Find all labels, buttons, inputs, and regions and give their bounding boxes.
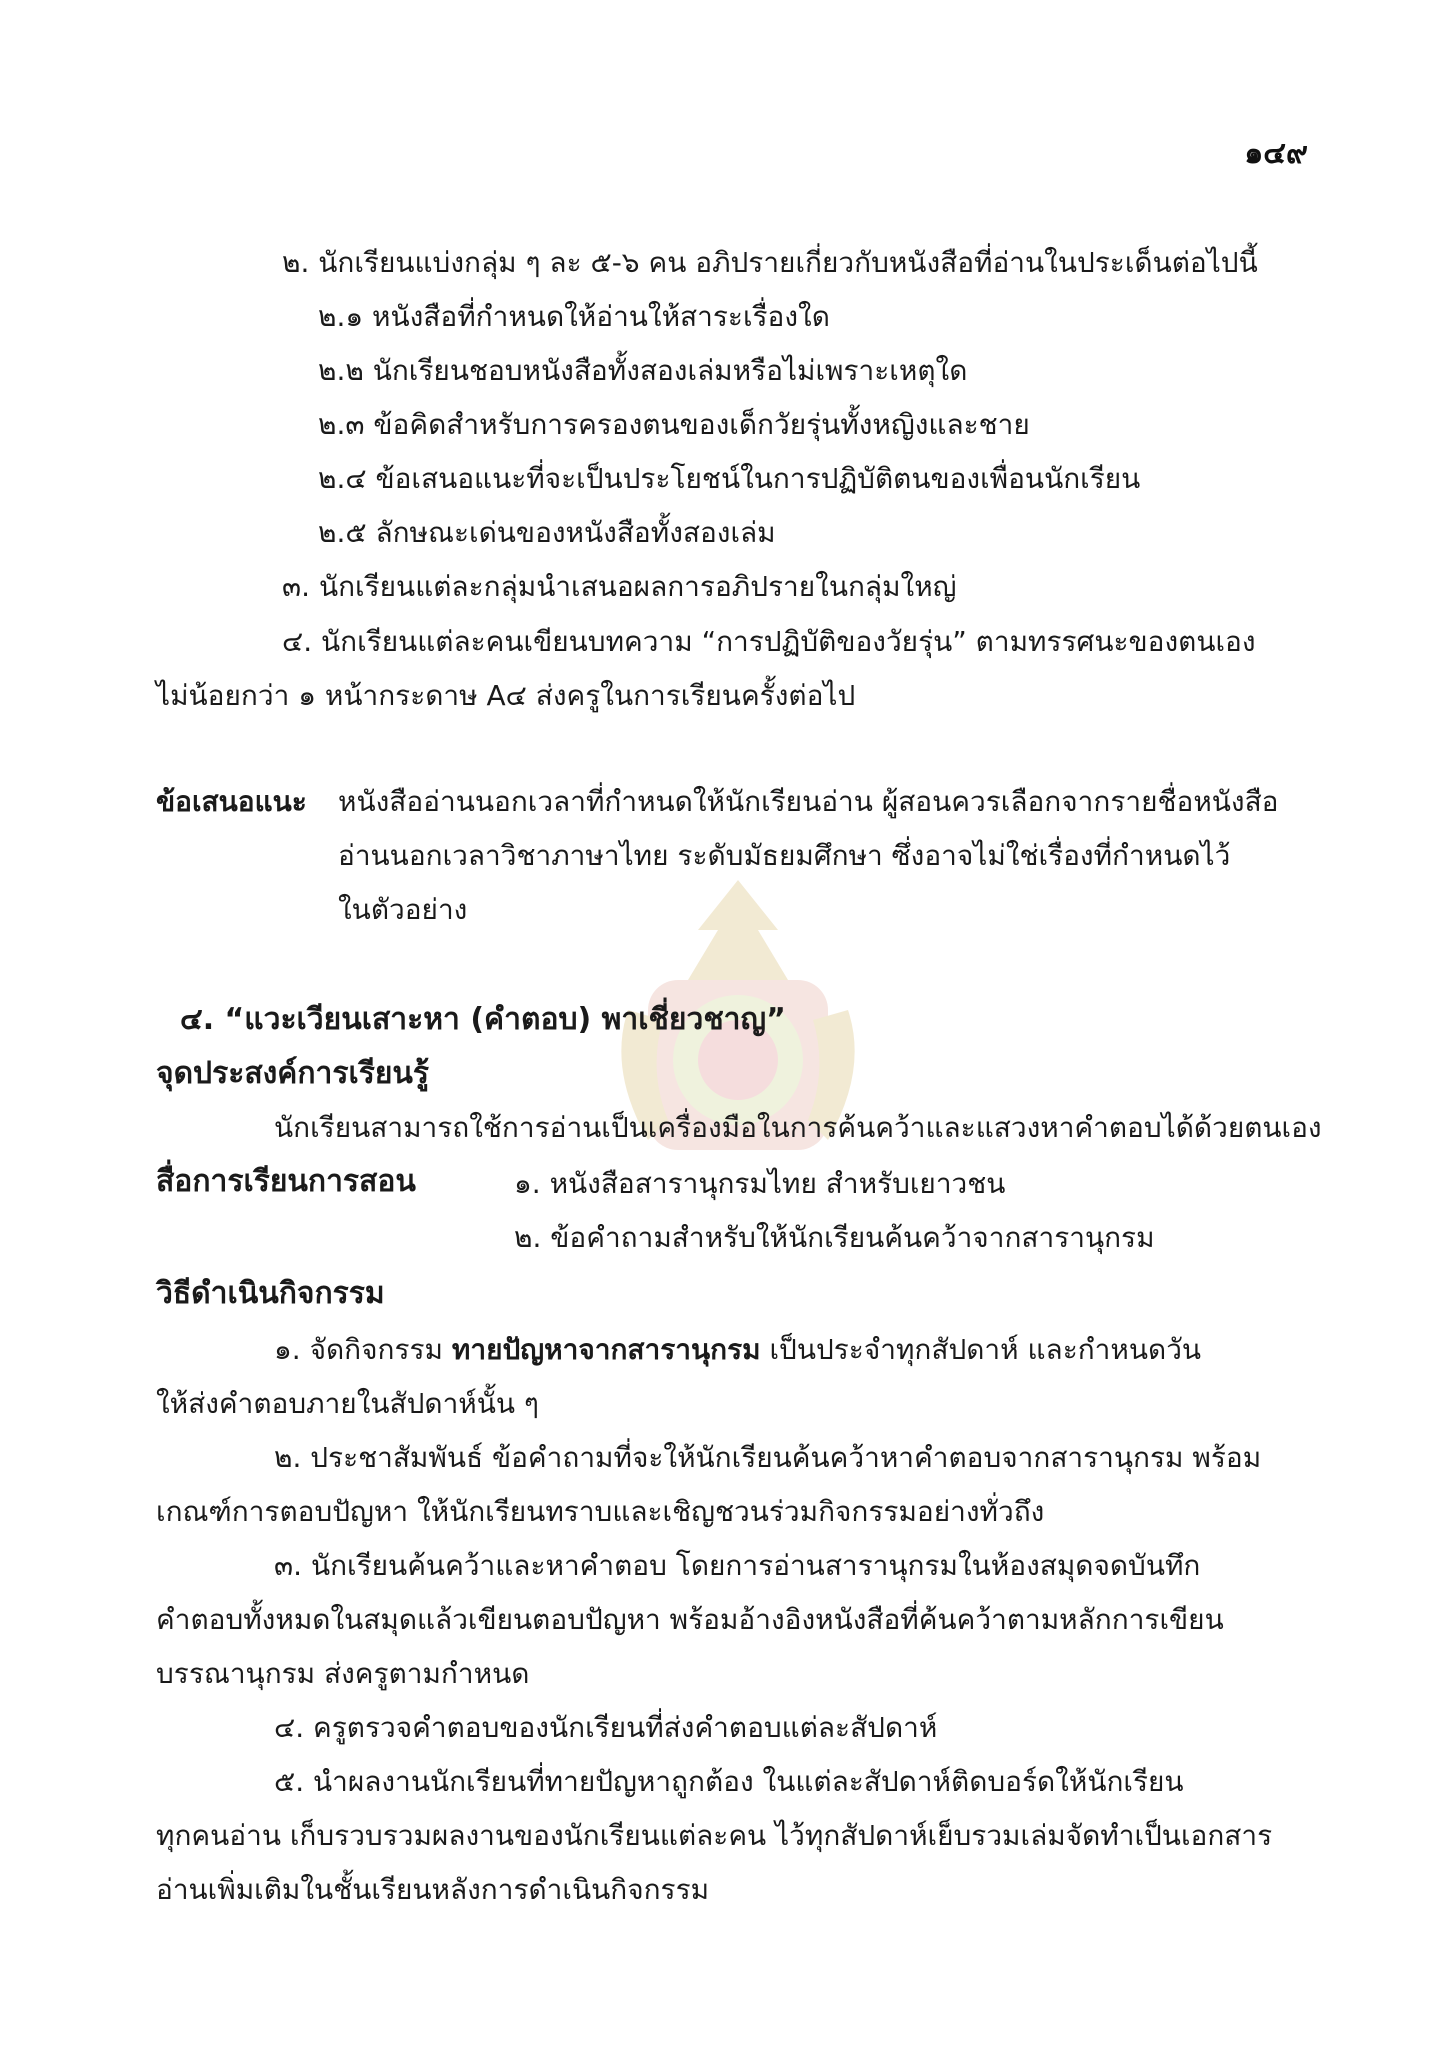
step-3: ๓. นักเรียนค้นคว้าและหาคำตอบ โดยการอ่านสารานุกรมในห้องสมุดจดบันทึก [274, 1549, 1201, 1582]
step-4: ๔. ครูตรวจคำตอบของนักเรียนที่ส่งคำตอบแต่ละสัปดาห์ [274, 1711, 938, 1744]
suggestion-text: อ่านนอกเวลาวิชาภาษาไทย ระดับมัธยมศึกษา ซึ่งอาจไม่ใช่เรื่องที่กำหนดไว้ [338, 839, 1231, 872]
step-3-continuation: บรรณานุกรม ส่งครูตามกำหนด [156, 1657, 530, 1690]
list-item: ๒.๒ นักเรียนชอบหนังสือทั้งสองเล่มหรือไม่เพราะเหตุใด [318, 354, 968, 387]
suggestion-text: หนังสืออ่านนอกเวลาที่กำหนดให้นักเรียนอ่าน ผู้สอนควรเลือกจากรายชื่อหนังสือ [338, 785, 1279, 818]
list-item: ๔. นักเรียนแต่ละคนเขียนบทความ “การปฏิบัติของวัยรุ่น” ตามทรรศนะของตนเอง [282, 625, 1256, 658]
activity-title: ๔. “แวะเวียนเสาะหา (คำตอบ) พาเชี่ยวชาญ” [180, 1002, 786, 1037]
media-heading: สื่อการเรียนการสอน [156, 1164, 416, 1199]
list-item: ๒.๕ ลักษณะเด่นของหนังสือทั้งสองเล่ม [318, 516, 776, 549]
step-3-continuation: คำตอบทั้งหมดในสมุดแล้วเขียนตอบปัญหา พร้อมอ้างอิงหนังสือที่ค้นคว้าตามหลักการเขียน [156, 1603, 1224, 1636]
list-item-continuation: ไม่น้อยกว่า ๑ หน้ากระดาษ A๔ ส่งครูในการเรียนครั้งต่อไป [156, 679, 856, 712]
list-item: ๒. นักเรียนแบ่งกลุ่ม ๆ ละ ๕-๖ คน อภิปรายเกี่ยวกับหนังสือที่อ่านในประเด็นต่อไปนี้ [282, 246, 1258, 279]
list-item: ๒.๓ ข้อคิดสำหรับการครองตนของเด็กวัยรุ่นทั้งหญิงและชาย [318, 408, 1030, 441]
procedure-heading: วิธีดำเนินกิจกรรม [156, 1276, 385, 1311]
step-5-continuation: อ่านเพิ่มเติมในชั้นเรียนหลังการดำเนินกิจกรรม [156, 1873, 710, 1906]
suggestion-label: ข้อเสนอแนะ [156, 785, 307, 818]
media-item: ๑. หนังสือสารานุกรมไทย สำหรับเยาวชน [514, 1167, 1006, 1200]
step-1 [274, 1330, 1308, 1370]
step-1-suffix: เป็นประจำทุกสัปดาห์ และกำหนดวัน [769, 1333, 1202, 1366]
step-1-bold: ทายปัญหาจากสารานุกรม [451, 1333, 761, 1366]
media-item: ๒. ข้อคำถามสำหรับให้นักเรียนค้นคว้าจากสารานุกรม [514, 1221, 1155, 1254]
step-2: ๒. ประชาสัมพันธ์ ข้อคำถามที่จะให้นักเรียนค้นคว้าหาคำตอบจากสารานุกรม พร้อม [274, 1441, 1262, 1474]
step-5: ๕. นำผลงานนักเรียนที่ทายปัญหาถูกต้อง ในแต่ละสัปดาห์ติดบอร์ดให้นักเรียน [274, 1765, 1184, 1798]
list-item: ๒.๔ ข้อเสนอแนะที่จะเป็นประโยชน์ในการปฏิบัติตนของเพื่อนนักเรียน [318, 462, 1141, 495]
suggestion-text: ในตัวอย่าง [338, 893, 468, 926]
step-1-continuation: ให้ส่งคำตอบภายในสัปดาห์นั้น ๆ [156, 1387, 539, 1420]
step-5-continuation: ทุกคนอ่าน เก็บรวบรวมผลงานของนักเรียนแต่ละคน ไว้ทุกสัปดาห์เย็บรวมเล่มจัดทำเป็นเอกสาร [156, 1819, 1273, 1852]
list-item: ๒.๑ หนังสือที่กำหนดให้อ่านให้สาระเรื่องใด [318, 300, 830, 333]
page-number: ๑๔๙ [1244, 136, 1308, 171]
objective-text: นักเรียนสามารถใช้การอ่านเป็นเครื่องมือในการค้นคว้าและแสวงหาคำตอบได้ด้วยตนเอง [274, 1111, 1322, 1144]
list-item: ๓. นักเรียนแต่ละกลุ่มนำเสนอผลการอภิปรายในกลุ่มใหญ่ [282, 570, 957, 603]
objective-heading: จุดประสงค์การเรียนรู้ [156, 1056, 430, 1091]
step-2-continuation: เกณฑ์การตอบปัญหา ให้นักเรียนทราบและเชิญชวนร่วมกิจกรรมอย่างทั่วถึง [156, 1495, 1045, 1528]
step-1-prefix: ๑. จัดกิจกรรม [274, 1333, 444, 1366]
